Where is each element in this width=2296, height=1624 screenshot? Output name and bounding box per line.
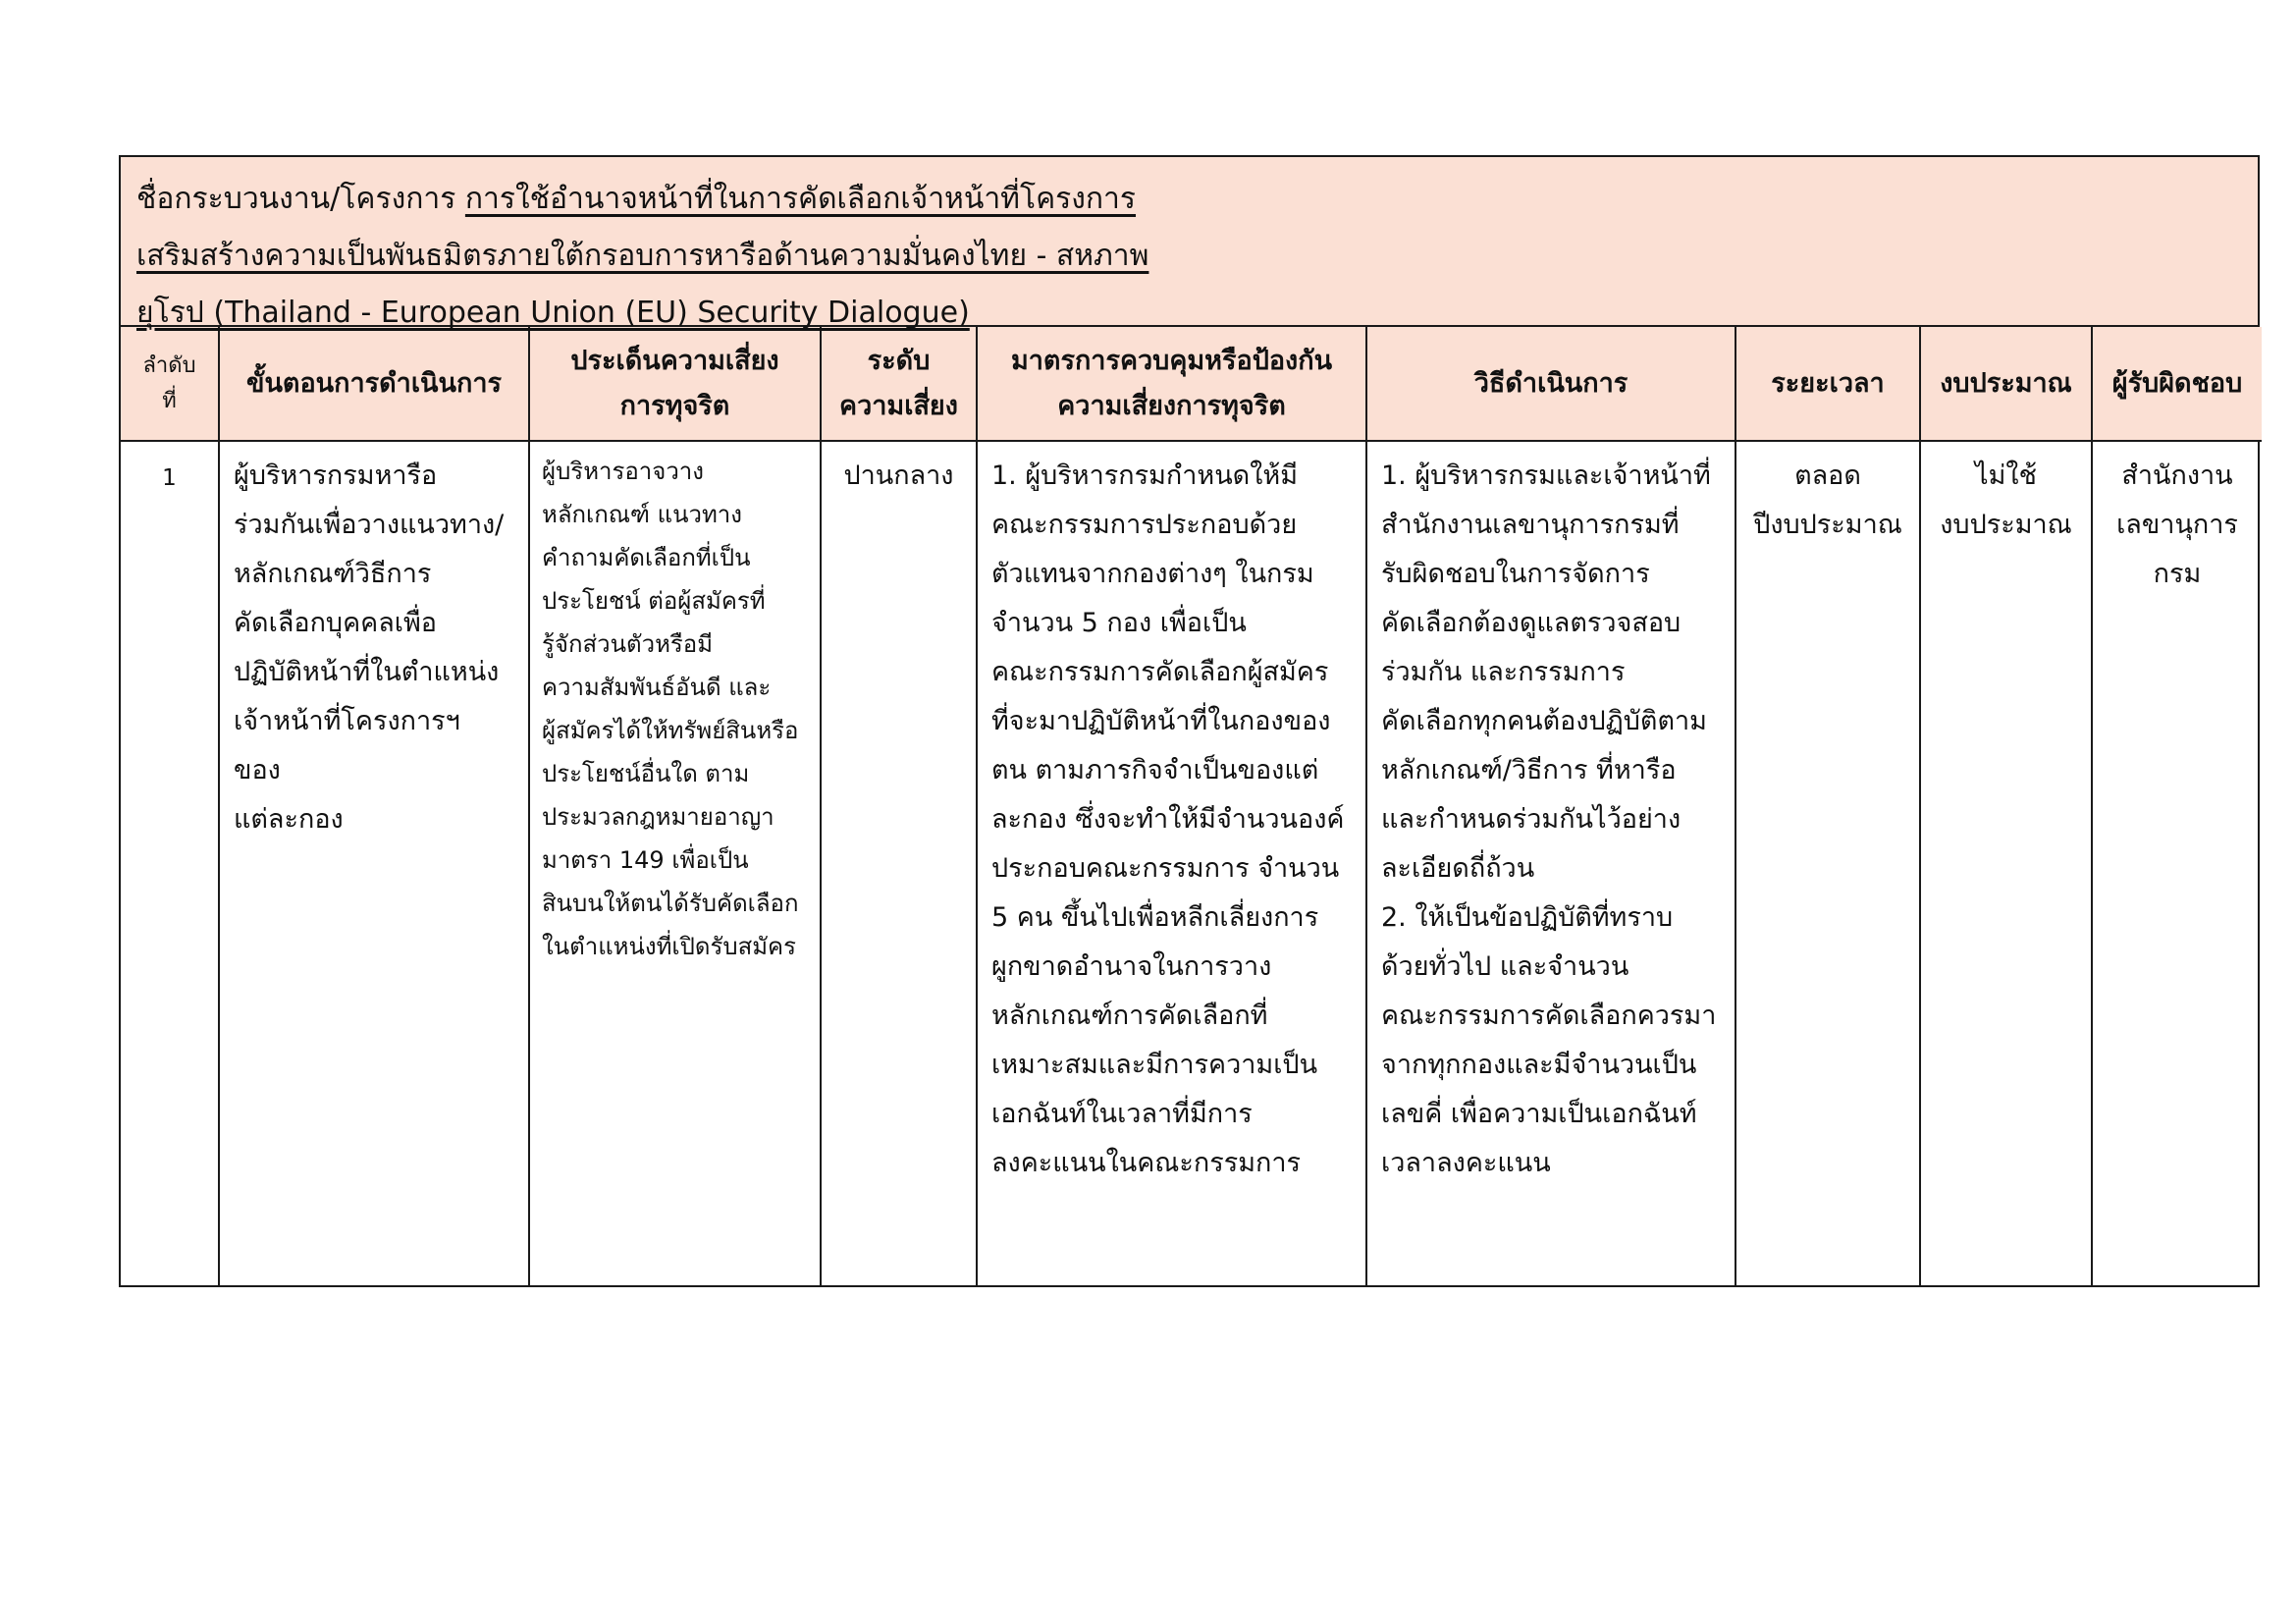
table-header-row [121, 327, 2262, 441]
risk-table [121, 327, 2262, 1285]
table-row [121, 441, 2262, 1285]
cell-method: 1. ผู้บริหารกรมและเจ้าหน้าที่ สำนักงานเลขานุการกรมที่ รับผิดชอบในการจัดการ คัดเลือกต้องดูแลตรวจสอบ ร่วมกัน และกรรมการ คัดเลือกทุกคนต้องปฏิบัติตาม หลักเกณฑ์/วิธีการ ที่หารือ และกำหนดร่วมกันไว้อย่าง ละเอียดถี่ถ้วน 2. ให้เป็นข้อปฏิบัติที่ทราบ ด้วยทั่วไป และจำนวน คณะกรรมการคัดเลือกควรมา จากทุกกองและมีจำนวนเป็น เลขคี่ เพื่อความเป็นเอกฉันท์ เวลาลงคะแนน [1366, 441, 1735, 1285]
header-period: ระยะเวลา [1735, 327, 1920, 441]
cell-risk-level: ปานกลาง [821, 441, 977, 1285]
header-risk-level: ระดับ ความเสี่ยง [821, 327, 977, 441]
header-budget: งบประมาณ [1920, 327, 2092, 441]
cell-period: ตลอด ปีงบประมาณ [1735, 441, 1920, 1285]
project-name-line-2: เสริมสร้างความเป็นพันธมิตรภายใต้กรอบการหารือด้านความมั่นคงไทย - สหภาพ [136, 239, 1149, 273]
title-prefix: ชื่อกระบวนงาน/โครงการ [136, 182, 465, 216]
header-step: ขั้นตอนการดำเนินการ [219, 327, 529, 441]
header-risk-issue: ประเด็นความเสี่ยง การทุจริต [529, 327, 821, 441]
project-name-line-1: การใช้อำนาจหน้าที่ในการคัดเลือกเจ้าหน้าที่โครงการ [464, 182, 1137, 216]
header-control: มาตรการควบคุมหรือป้องกัน ความเสี่ยงการทุจริต [977, 327, 1366, 441]
title-box [121, 157, 2258, 330]
title-line-1 [136, 171, 2242, 228]
cell-no: 1 [121, 441, 219, 1285]
cell-budget: ไม่ใช้ งบประมาณ [1920, 441, 2092, 1285]
project-name-line-3: ยุโรป (Thailand - European Union (EU) Security Dialogue) [136, 296, 970, 330]
risk-document [119, 155, 2260, 1287]
header-no: ลำดับ ที่ [121, 327, 219, 441]
cell-owner: สำนักงาน เลขานุการ กรม [2116, 460, 2238, 589]
header-owner: ผู้รับผิดชอบ [2092, 327, 2262, 441]
cell-risk-issue: ผู้บริหารอาจวาง หลักเกณฑ์ แนวทาง คำถามคัดเลือกที่เป็น ประโยชน์ ต่อผู้สมัครที่ รู้จักส่วนตัวหรือมี ความสัมพันธ์อันดี และ ผู้สมัครได้ให้ทรัพย์สินหรือ ประโยชน์อื่นใด ตาม ประมวลกฎหมายอาญา มาตรา 149 เพื่อเป็น สินบนให้ตนได้รับคัดเลือก ในตำแหน่งที่เปิดรับสมัคร [529, 441, 821, 1285]
cell-control: 1. ผู้บริหารกรมกำหนดให้มี คณะกรรมการประกอบด้วย ตัวแทนจากกองต่างๆ ในกรม จำนวน 5 กอง เพื่อเป็น คณะกรรมการคัดเลือกผู้สมัคร ที่จะมาปฏิบัติหน้าที่ในกองของ ตน ตามภารกิจจำเป็นของแต่ ละกอง ซึ่งจะทำให้มีจำนวนองค์ ประกอบคณะกรรมการ จำนวน 5 คน ขึ้นไปเพื่อหลีกเลี่ยงการ ผูกขาดอำนาจในการวาง หลักเกณฑ์การคัดเลือกที่ เหมาะสมและมีการความเป็น เอกฉันท์ในเวลาที่มีการ ลงคะแนนในคณะกรรมการ [977, 441, 1366, 1285]
cell-step: ผู้บริหารกรมหารือ ร่วมกันเพื่อวางแนวทาง/ หลักเกณฑ์วิธีการ คัดเลือกบุคคลเพื่อ ปฏิบัติหน้าที่ในตำแหน่ง เจ้าหน้าที่โครงการฯ ของ แต่ละกอง [219, 441, 529, 1285]
header-method: วิธีดำเนินการ [1366, 327, 1735, 441]
title-line-2 [136, 228, 2242, 285]
